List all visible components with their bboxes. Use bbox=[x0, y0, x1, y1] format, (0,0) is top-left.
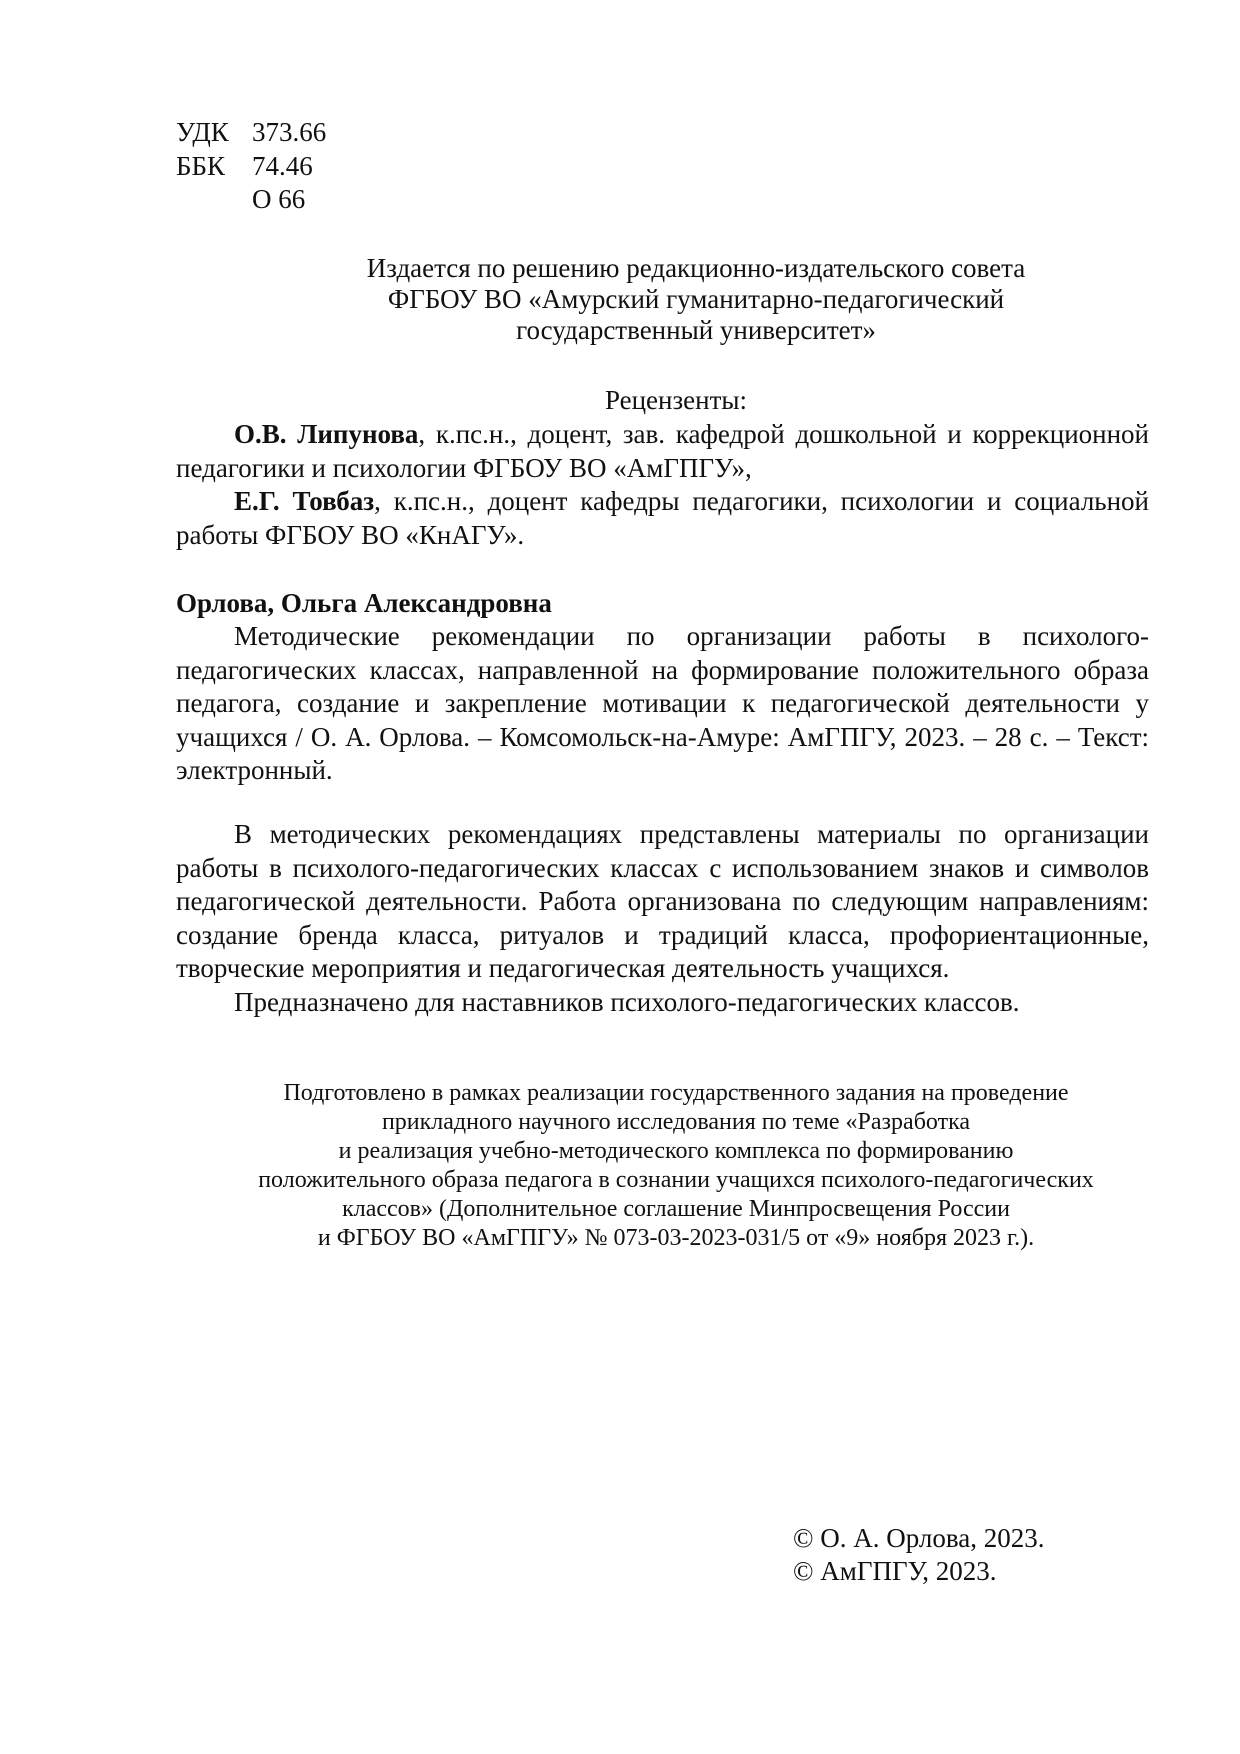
reviewers-list bbox=[176, 418, 1149, 552]
publication-council bbox=[176, 253, 1216, 346]
grant-line-3: и реализация учебно-методического комплекса по формированию bbox=[338, 1138, 1014, 1164]
udk-value: 373.66 bbox=[252, 117, 327, 147]
bbk-label: ББК bbox=[176, 150, 226, 181]
grant-line-2: прикладного научного исследования по теме «Разработка bbox=[381, 1109, 971, 1135]
grant-line-6: и ФГБОУ ВО «АмГПГУ» № 073-03-2023-031/5 от «9» ноября 2023 г.). bbox=[317, 1225, 1035, 1251]
reviewer-2 bbox=[176, 485, 1149, 552]
reviewers-title: Рецензенты: bbox=[604, 385, 748, 415]
reviewer-2-details: , к.пс.н., доцент кафедры педагогики, психологии и социальной работы ФГБОУ ВО «КнАГУ». bbox=[176, 486, 1149, 550]
reviewer-1-details: , к.пс.н., доцент, зав. кафедрой дошкольной и коррекционной педагогики и психологии ФГБОУ ВО «АмГПГУ», bbox=[176, 419, 1149, 483]
copyright bbox=[793, 1522, 1045, 1588]
udk-label: УДК bbox=[176, 117, 229, 147]
council-line-2: ФГБОУ ВО «Амурский гуманитарно-педагогический bbox=[387, 284, 1005, 314]
copyright-university: © АмГПГУ, 2023. bbox=[793, 1556, 997, 1586]
bib-description: Методические рекомендации по организации работы в психолого-педагогических классах, направленной на формирование положительного образа педагога, создание и закрепление мотивации к педагогической деятельности у учащихся / О. А. Орлова. – Комсомольск-на-Амуре: АмГПГУ, 2023. – 28 с. – Текст: электронный. bbox=[176, 621, 1149, 785]
bib-author: Орлова, Ольга Александровна bbox=[176, 588, 552, 618]
bib-description-block bbox=[176, 620, 1149, 788]
copyright-author: © О. А. Орлова, 2023. bbox=[793, 1523, 1045, 1553]
classification-codes bbox=[176, 116, 1149, 217]
abstract bbox=[176, 818, 1149, 1019]
grant-line-5: классов» (Дополнительное соглашение Минпросвещения России bbox=[342, 1196, 1010, 1222]
udk-row bbox=[176, 116, 1149, 150]
abstract-paragraph-1: В методических рекомендациях представлены материалы по организации работы в психолого-педагогических классах с использованием знаков и символов педагогической деятельности. Работа организована по следующим направлениям: создание бренда класса, ритуалов и традиций класса, профориентационные, творческие мероприятия и педагогическая деятельность учащихся. bbox=[176, 819, 1149, 983]
reviewer-2-name: Е.Г. Товбаз bbox=[234, 486, 375, 516]
bbk-value: 74.46 bbox=[252, 150, 313, 181]
abstract-paragraph-2: Предназначено для наставников психолого-педагогических классов. bbox=[234, 986, 1020, 1017]
council-line-3: государственный университет» bbox=[516, 315, 876, 345]
reviewer-1 bbox=[176, 418, 1149, 485]
grant-note bbox=[176, 1079, 1176, 1253]
bbk-row bbox=[176, 150, 1149, 184]
grant-line-4: положительного образа педагога в сознании учащихся психолого-педагогических bbox=[258, 1167, 1094, 1193]
council-line-1: Издается по решению редакционно-издательского совета bbox=[366, 253, 1026, 283]
author-sign: О 66 bbox=[252, 184, 306, 214]
grant-line-1: Подготовлено в рамках реализации государственного задания на проведение bbox=[283, 1080, 1069, 1106]
reviewer-1-name: О.В. Липунова bbox=[234, 419, 419, 449]
